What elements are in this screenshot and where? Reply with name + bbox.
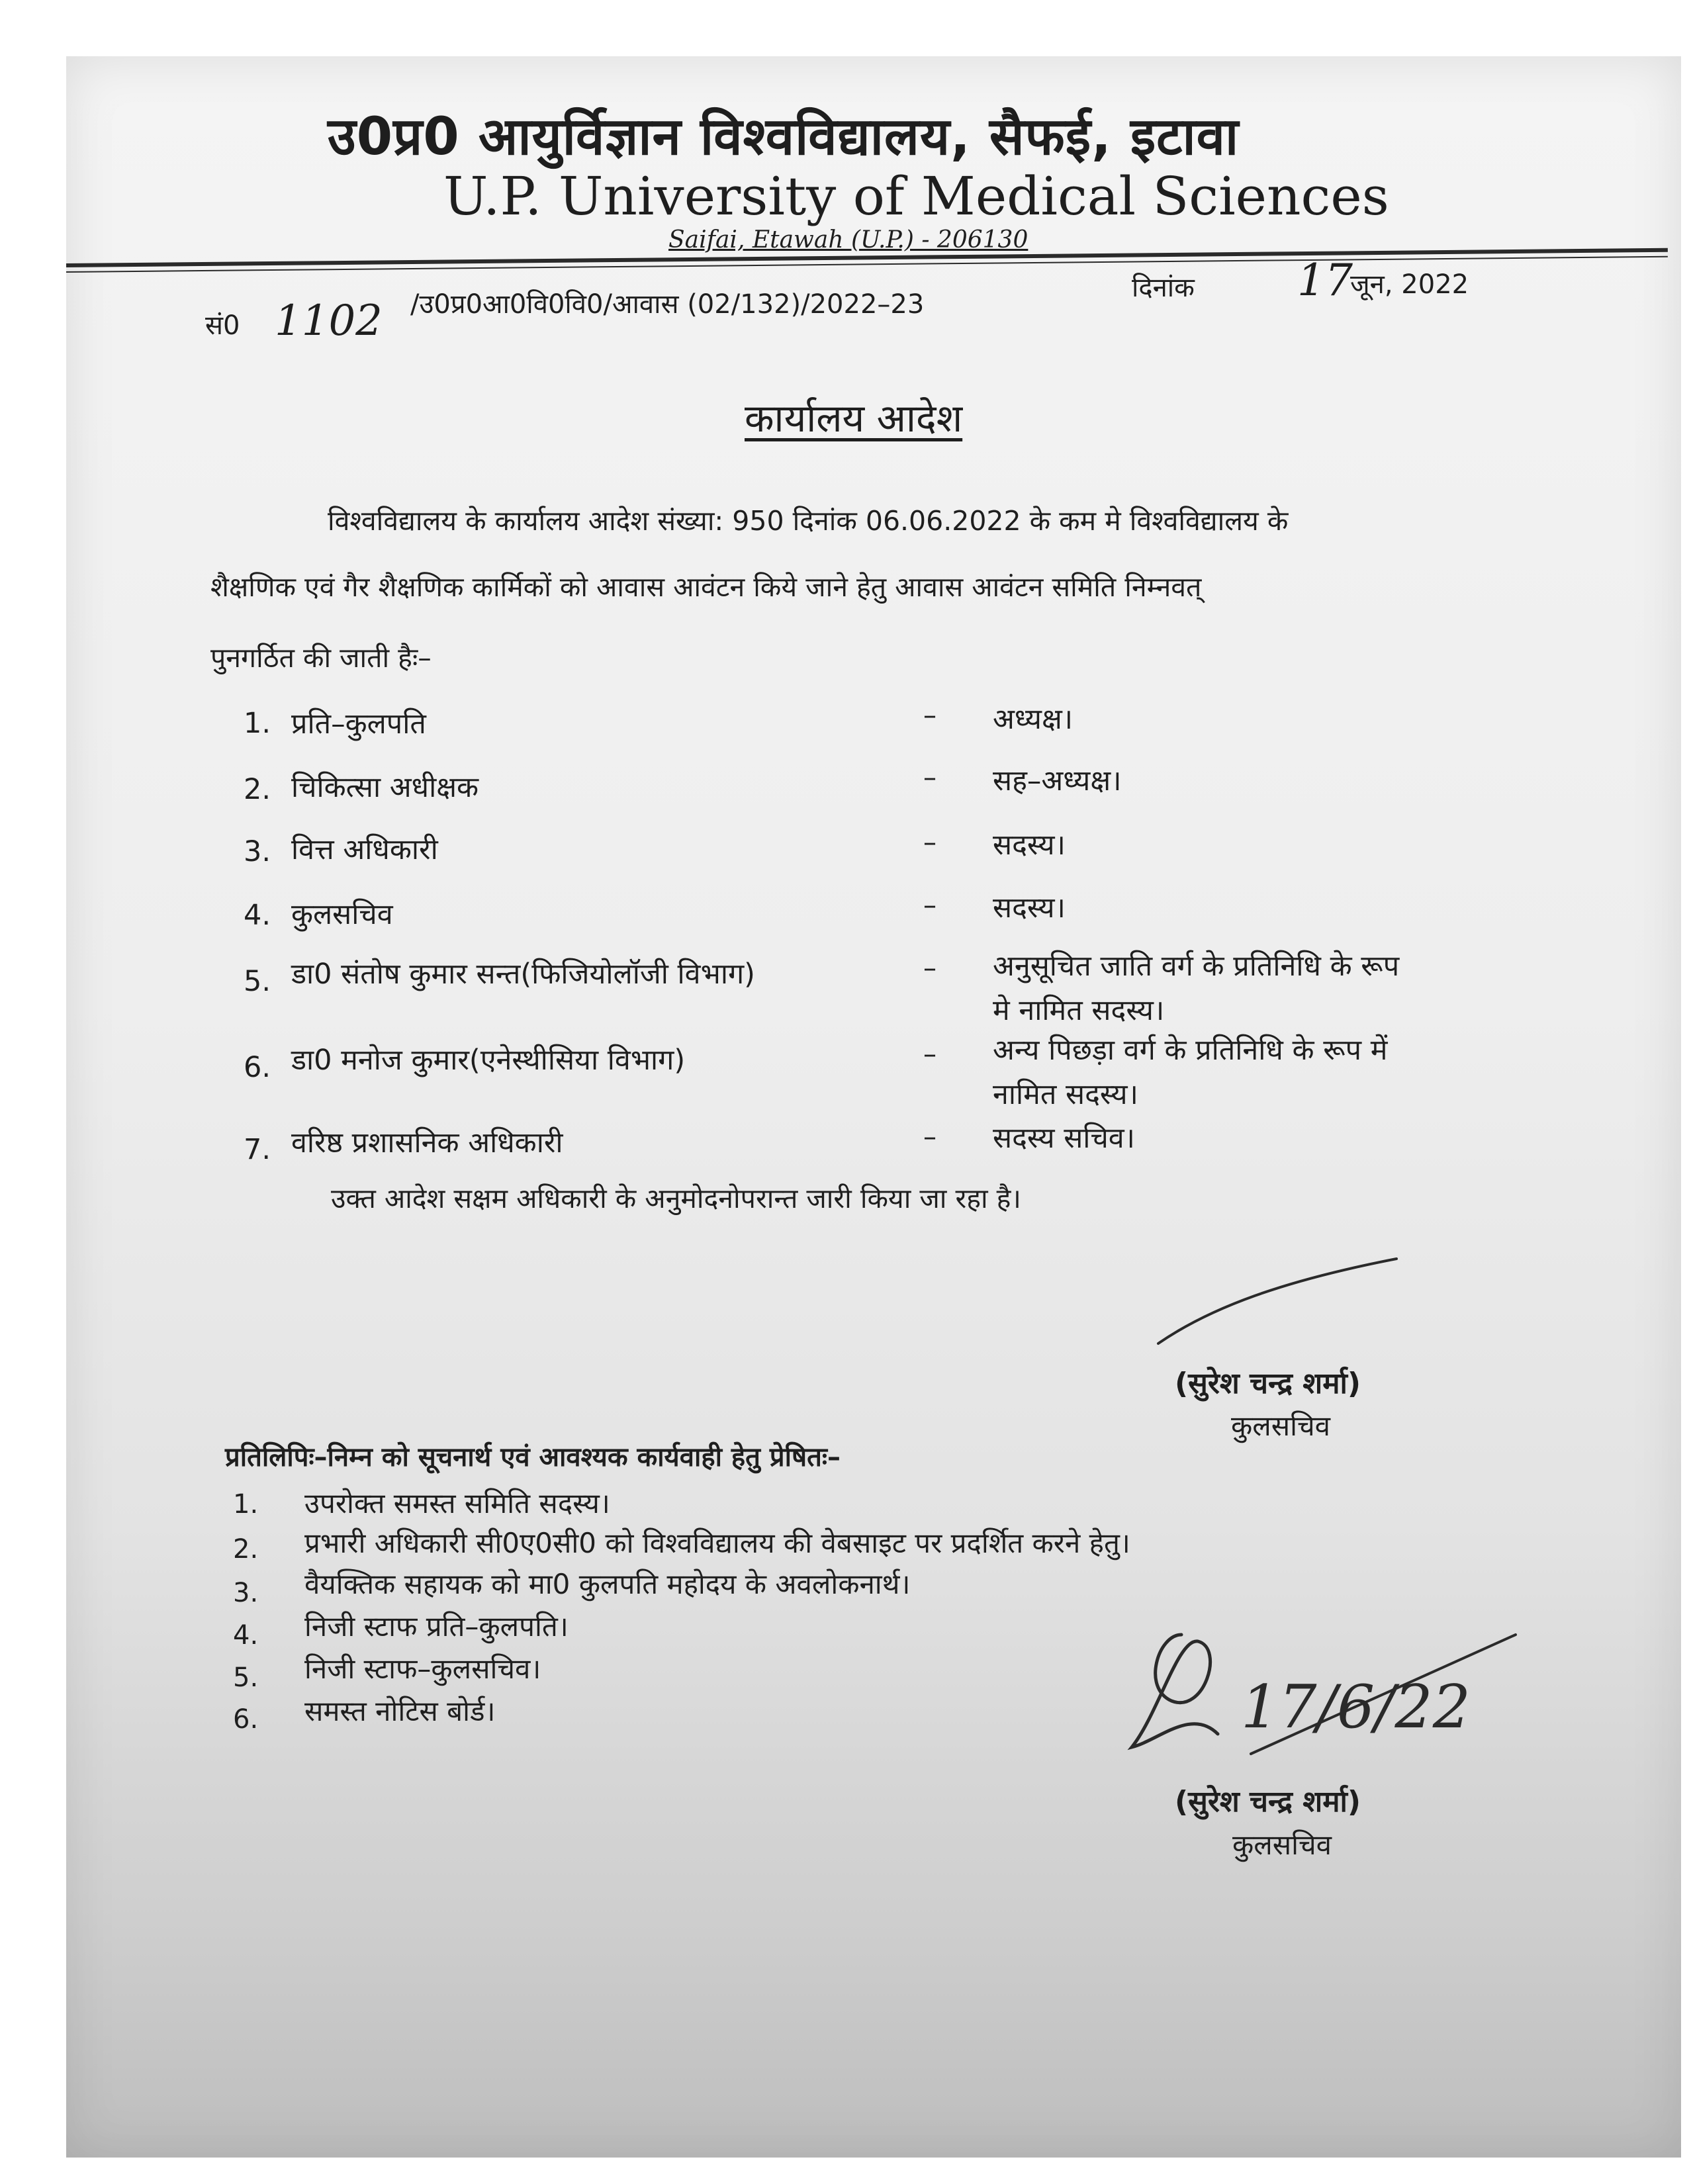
member-name: प्रति–कुलपति xyxy=(291,707,426,741)
copy-item-number: 1. xyxy=(233,1489,259,1520)
copy-item-text: समस्त नोटिस बोर्ड। xyxy=(304,1695,496,1727)
copy-item-number: 4. xyxy=(233,1620,259,1651)
member-role: अध्यक्ष। xyxy=(993,703,1074,736)
member-dash: – xyxy=(923,890,937,921)
copy-item-text: वैयक्तिक सहायक को मा0 कुलपति महोदय के अवलोकनार्थ। xyxy=(304,1568,911,1600)
order-heading: कार्यालय आदेश xyxy=(745,396,963,441)
member-name: कुलसचिव xyxy=(291,898,393,931)
university-hindi-title: उ0प्र0 आयुर्विज्ञान विश्वविद्यालय, सैफई, इटावा xyxy=(328,107,1240,167)
member-dash: – xyxy=(923,700,937,731)
copy-item-number: 3. xyxy=(233,1578,259,1608)
member-role: सदस्य। xyxy=(993,891,1066,925)
copy-item-number: 6. xyxy=(233,1704,259,1735)
closing-statement: उक्त आदेश सक्षम अधिकारी के अनुमोदनोपरान्त जारी किया जा रहा है। xyxy=(331,1183,1021,1214)
member-dash: – xyxy=(923,953,937,983)
member-role-continued: मे नामित सदस्य। xyxy=(993,994,1165,1027)
signatory-1-designation: कुलसचिव xyxy=(1231,1410,1331,1442)
member-role: सदस्य सचिव। xyxy=(993,1122,1135,1155)
member-name: डा0 संतोष कुमार सन्त(फिजियोलॉजी विभाग) xyxy=(291,958,755,991)
member-role: अनुसूचित जाति वर्ग के प्रतिनिधि के रूप xyxy=(993,950,1400,983)
member-role: सह–अध्यक्ष। xyxy=(993,764,1122,797)
signatory-2-name: (सुरेश चन्द्र शर्मा) xyxy=(1175,1785,1361,1819)
member-dash: – xyxy=(923,1122,937,1152)
member-name: वरिष्ठ प्रशासनिक अधिकारी xyxy=(291,1126,563,1160)
copy-item-text: उपरोक्त समस्त समिति सदस्य। xyxy=(304,1487,610,1520)
scanned-page xyxy=(66,56,1681,2158)
member-name: डा0 मनोज कुमार(एनेस्थीसिया विभाग) xyxy=(291,1044,686,1077)
signatory-1-name: (सुरेश चन्द्र शर्मा) xyxy=(1175,1367,1361,1400)
member-dash: – xyxy=(923,1039,937,1069)
member-number: 7. xyxy=(244,1133,271,1166)
member-number: 1. xyxy=(244,707,271,740)
member-dash: – xyxy=(923,827,937,858)
copy-item-text: निजी स्टाफ–कुलसचिव। xyxy=(304,1653,541,1685)
member-name: चिकित्सा अधीक्षक xyxy=(291,771,479,804)
copy-item-number: 5. xyxy=(233,1662,259,1693)
member-role: अन्य पिछड़ा वर्ग के प्रतिनिधि के रूप में xyxy=(993,1034,1388,1067)
member-number: 5. xyxy=(244,965,271,998)
member-number: 6. xyxy=(244,1051,271,1084)
reference-code: /उ0प्र0आ0वि0वि0/आवास (02/132)/2022–23 xyxy=(410,289,925,320)
copy-item-text: प्रभारी अधिकारी सी0ए0सी0 को विश्वविद्यालय की वेबसाइट पर प्रदर्शित करने हेतु। xyxy=(304,1527,1130,1559)
member-role: सदस्य। xyxy=(993,829,1066,862)
date-day: 17 xyxy=(1297,255,1353,306)
date-month-year: जून, 2022 xyxy=(1350,269,1469,300)
intro-line-1: विश्वविद्यालय के कार्यालय आदेश संख्या: 950 दिनांक 06.06.2022 के कम मे विश्वविद्यालय के xyxy=(328,505,1289,537)
member-dash: – xyxy=(923,762,937,793)
date-label: दिनांक xyxy=(1132,273,1195,303)
copy-heading: प्रतिलिपिः–निम्न को सूचनार्थ एवं आवश्यक कार्यवाही हेतु प्रेषितः– xyxy=(225,1442,841,1473)
member-number: 3. xyxy=(244,835,271,868)
copy-item-number: 2. xyxy=(233,1534,259,1565)
member-number: 2. xyxy=(244,773,271,806)
signatory-2-designation: कुलसचिव xyxy=(1232,1829,1332,1861)
signature-stroke-1 xyxy=(1152,1244,1403,1350)
university-address: Saifai, Etawah (U.P.) - 206130 xyxy=(668,226,1028,253)
reference-label: सं0 xyxy=(205,310,240,341)
university-english-title: U.P. University of Medical Sciences xyxy=(443,165,1389,227)
copy-item-text: निजी स्टाफ प्रति–कुलपति। xyxy=(304,1610,569,1643)
reference-number: 1102 xyxy=(275,296,383,345)
member-role-continued: नामित सदस्य। xyxy=(993,1078,1138,1111)
handwritten-signature xyxy=(1119,1608,1542,1780)
member-name: वित्त अधिकारी xyxy=(291,833,438,866)
member-number: 4. xyxy=(244,899,271,932)
intro-line-3: पुनगर्ठित की जाती हैः– xyxy=(210,642,432,674)
intro-line-2: शैक्षणिक एवं गैर शैक्षणिक कार्मिकों को आवास आवंटन किये जाने हेतु आवास आवंटन समिति निम्नवत् xyxy=(210,571,1202,603)
signature-date: 17/6/22 xyxy=(1241,1672,1471,1742)
